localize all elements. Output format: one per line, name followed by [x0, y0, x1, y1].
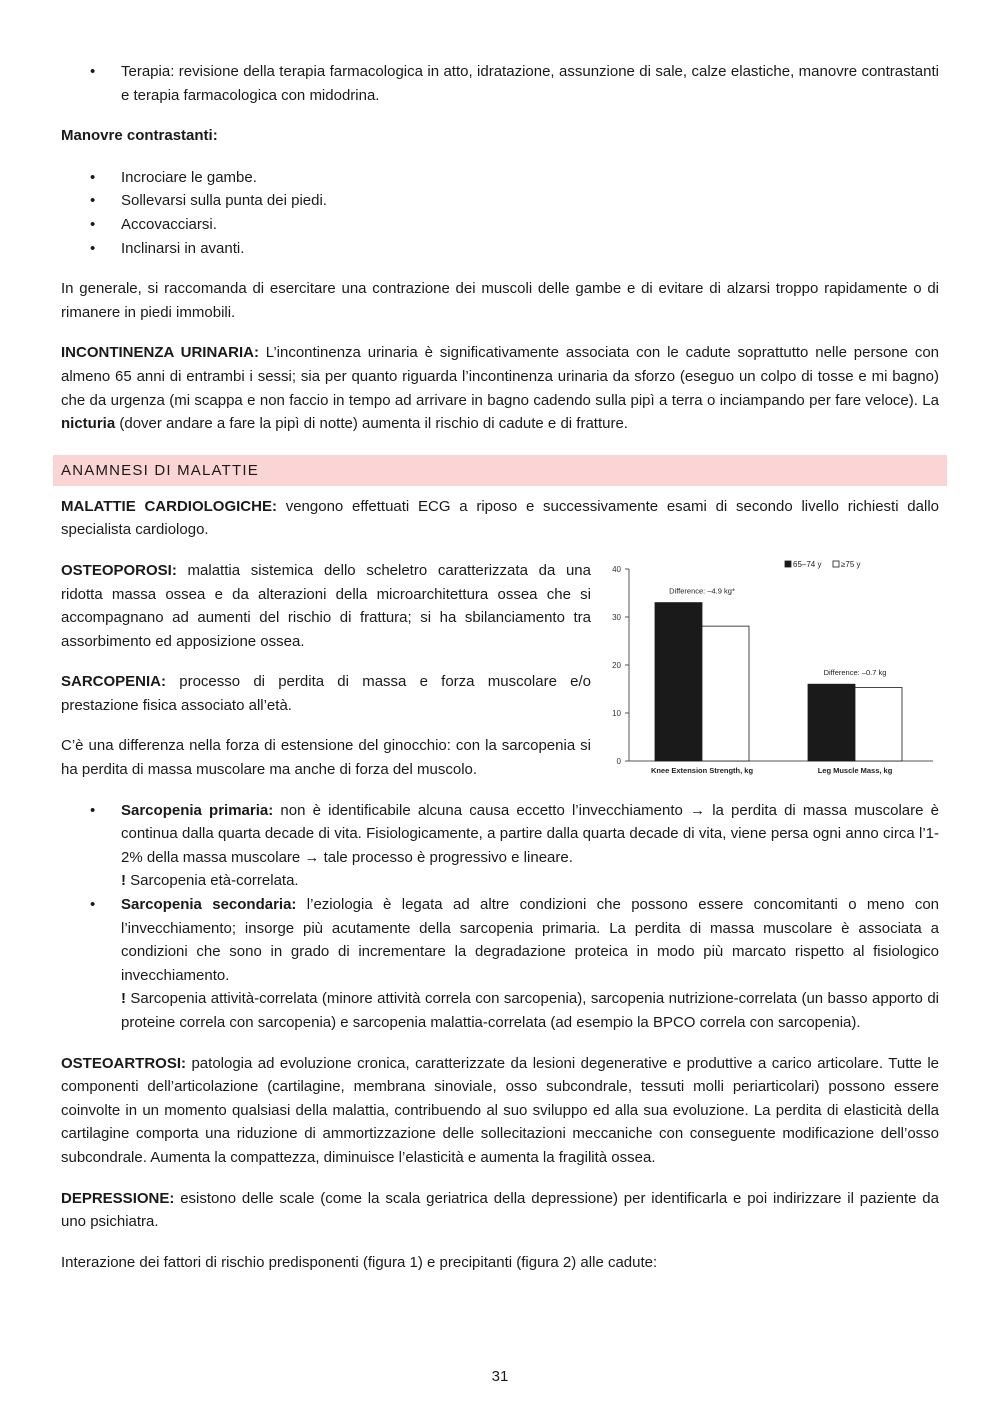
- y-tick-label: 30: [612, 612, 621, 622]
- manovre-list: [61, 166, 939, 260]
- incontinenza-paragraph: INCONTINENZA URINARIA: L’incontinenza urinaria è significativamente associata con le cadute soprattutto nelle persone con almeno 65 anni di entrambi i sessi; sia per quanto riguarda l’incontinenza urinaria da sforzo (eseguo un colpo di tosse e mi bagno) che da urgenza (mi scappa e non faccio in tempo ad arrivare in bagno cadendo sulla pipì a terra o inciampando per fare veloce). La nicturia (dover andare a fare la pipì di notte) aumenta il rischio di cadute e di fratture.: [61, 344, 940, 433]
- cardio-paragraph: MALATTIE CARDIOLOGICHE: vengono effettuati ECG a riposo e successivamente esami di secondo livello richiesti dallo specialista cardiologo.: [61, 497, 939, 539]
- section-header-anamnesi: ANAMNESI DI MALATTIE: [53, 455, 947, 486]
- left-column: [61, 559, 591, 782]
- y-tick-label: 0: [616, 756, 621, 766]
- bar: [855, 687, 902, 760]
- interazione-paragraph: Interazione dei fattori di rischio predisponenti (figura 1) e precipitanti (figura 2) alle cadute:: [61, 1253, 658, 1271]
- list-item: • Inclinarsi in avanti.: [61, 237, 939, 261]
- depressione-label: DEPRESSIONE:: [61, 1189, 175, 1207]
- osteoporosi-sarcopenia-block: [61, 559, 939, 782]
- list-item: • Sarcopenia primaria: non è identificabile alcuna causa eccetto l’invecchiamento → la perdita di massa muscolare è continua dalla quarta decade di vita. Fisiologicamente, a partire dalla quarta decade di vita, viene persa ogni anno circa l’1-2% della massa muscolare → tale processo è progressivo e lineare. ! Sarcopenia età-correlata.: [61, 799, 939, 893]
- list-item: • Sollevarsi sulla punta dei piedi.: [61, 189, 939, 213]
- sarcopenia-label: SARCOPENIA:: [61, 673, 167, 691]
- note-mark: !: [121, 990, 126, 1008]
- y-tick-label: 20: [612, 660, 621, 670]
- legend-label: 65–74 y: [793, 559, 822, 569]
- x-tick-label: Knee Extension Strength, kg: [650, 765, 754, 775]
- y-tick-label: 10: [612, 708, 621, 718]
- sarco-secondaria-label: Sarcopenia secondaria:: [121, 896, 297, 914]
- cardio-label: MALATTIE CARDIOLOGICHE:: [61, 497, 277, 515]
- therapy-list: [61, 60, 939, 107]
- sarcopenia-types-list: [61, 799, 939, 1035]
- bar: [808, 684, 855, 761]
- sarcopenia-paragraph: SARCOPENIA: processo di perdita di massa e forza muscolare e/o prestazione fisica associato all’età.: [61, 673, 591, 714]
- list-item: • Sarcopenia secondaria: l’eziologia è legata ad altre condizioni che possono essere concomitanti o meno con l’invecchiamento; insorge più acutamente della sarcopenia primaria. La perdita di massa muscolare è associata a condizioni che sono in grado di incrementare la degradazione proteica in modo più marcato rispetto al fisiologico invecchiamento. ! Sarcopenia attività-correlata (minore attività correla con sarcopenia), sarcopenia nutrizione-correlata (un basso apporto di proteine correla con sarcopenia) e sarcopenia malattia-correlata (ad esempio la BPCO correla con sarcopenia).: [61, 893, 939, 1035]
- osteoporosi-paragraph: OSTEOPOROSI: malattia sistemica dello scheletro caratterizzata da una ridotta massa ossea e da alterazioni della microarchitettura ossea che si accompagnano ad aumenti del rischio di frattura; si ha sbilanciamento tra assorbimento ed apposizione ossea.: [61, 561, 591, 650]
- nicturia-term: nicturia: [61, 415, 116, 433]
- osteoartrosi-paragraph: OSTEOARTROSI: patologia ad evoluzione cronica, caratterizzate da lesioni degenerative e produttive a carico articolare. Tutte le componenti dell’articolazione (cartilagine, membrana sinoviale, osso subcondrale, tessuti molli periarticolari) possono essere coinvolte in un momento qualsiasi della malattia, contribuendo al suo sviluppo ed alla sua evoluzione. La perdita di elasticità della cartilagine comporta una riduzione di ammortizzazione delle sollecitazioni meccaniche con conseguente modificazione dell’osso subcondrale. Aumenta la compattezza, diminuisce l’elasticità e aumenta la fragilità ossea.: [61, 1054, 939, 1166]
- sarco-primaria-label: Sarcopenia primaria:: [121, 801, 274, 819]
- differenza-paragraph: C’è una differenza nella forza di estensione del ginocchio: con la sarcopenia si ha perdita di massa muscolare ma anche di forza del muscolo.: [61, 737, 591, 779]
- y-tick-label: 40: [612, 564, 621, 574]
- list-item: • Accovacciarsi.: [61, 213, 939, 237]
- osteoporosi-label: OSTEOPOROSI:: [61, 561, 177, 579]
- osteoartrosi-label: OSTEOARTROSI:: [61, 1054, 187, 1072]
- legend-swatch: [833, 561, 839, 567]
- depressione-paragraph: DEPRESSIONE: esistono delle scale (come la scala geriatrica della depressione) per identificarla e poi indirizzare il paziente da uno psichiatra.: [61, 1189, 939, 1231]
- document-page: [61, 60, 939, 1274]
- manovre-heading: Manovre contrastanti:: [61, 127, 218, 145]
- therapy-text: Terapia: revisione della terapia farmacologica in atto, idratazione, assunzione di sale, calze elastiche, manovre contrastanti e terapia farmacologica con midodrina.: [121, 63, 939, 104]
- list-item: [61, 60, 939, 107]
- incontinenza-label: INCONTINENZA URINARIA:: [61, 344, 259, 362]
- legend-label: ≥75 y: [841, 559, 861, 569]
- page-number: 31: [491, 1368, 509, 1385]
- bar: [702, 626, 749, 761]
- bar-chart: [599, 559, 939, 779]
- generale-paragraph: In generale, si raccomanda di esercitare una contrazione dei muscoli delle gambe e di evitare di alzarsi troppo rapidamente o di rimanere in piedi immobili.: [61, 280, 939, 321]
- note-mark: !: [121, 872, 126, 890]
- list-item: • Incrociare le gambe.: [61, 166, 939, 190]
- bar: [655, 603, 702, 761]
- legend-swatch: [785, 561, 791, 567]
- x-tick-label: Leg Muscle Mass, kg: [817, 765, 893, 775]
- annotation-label: Difference: –0.7 kg: [823, 668, 887, 678]
- chart-figure: [599, 559, 939, 782]
- annotation-label: Difference: –4.9 kg*: [669, 586, 735, 596]
